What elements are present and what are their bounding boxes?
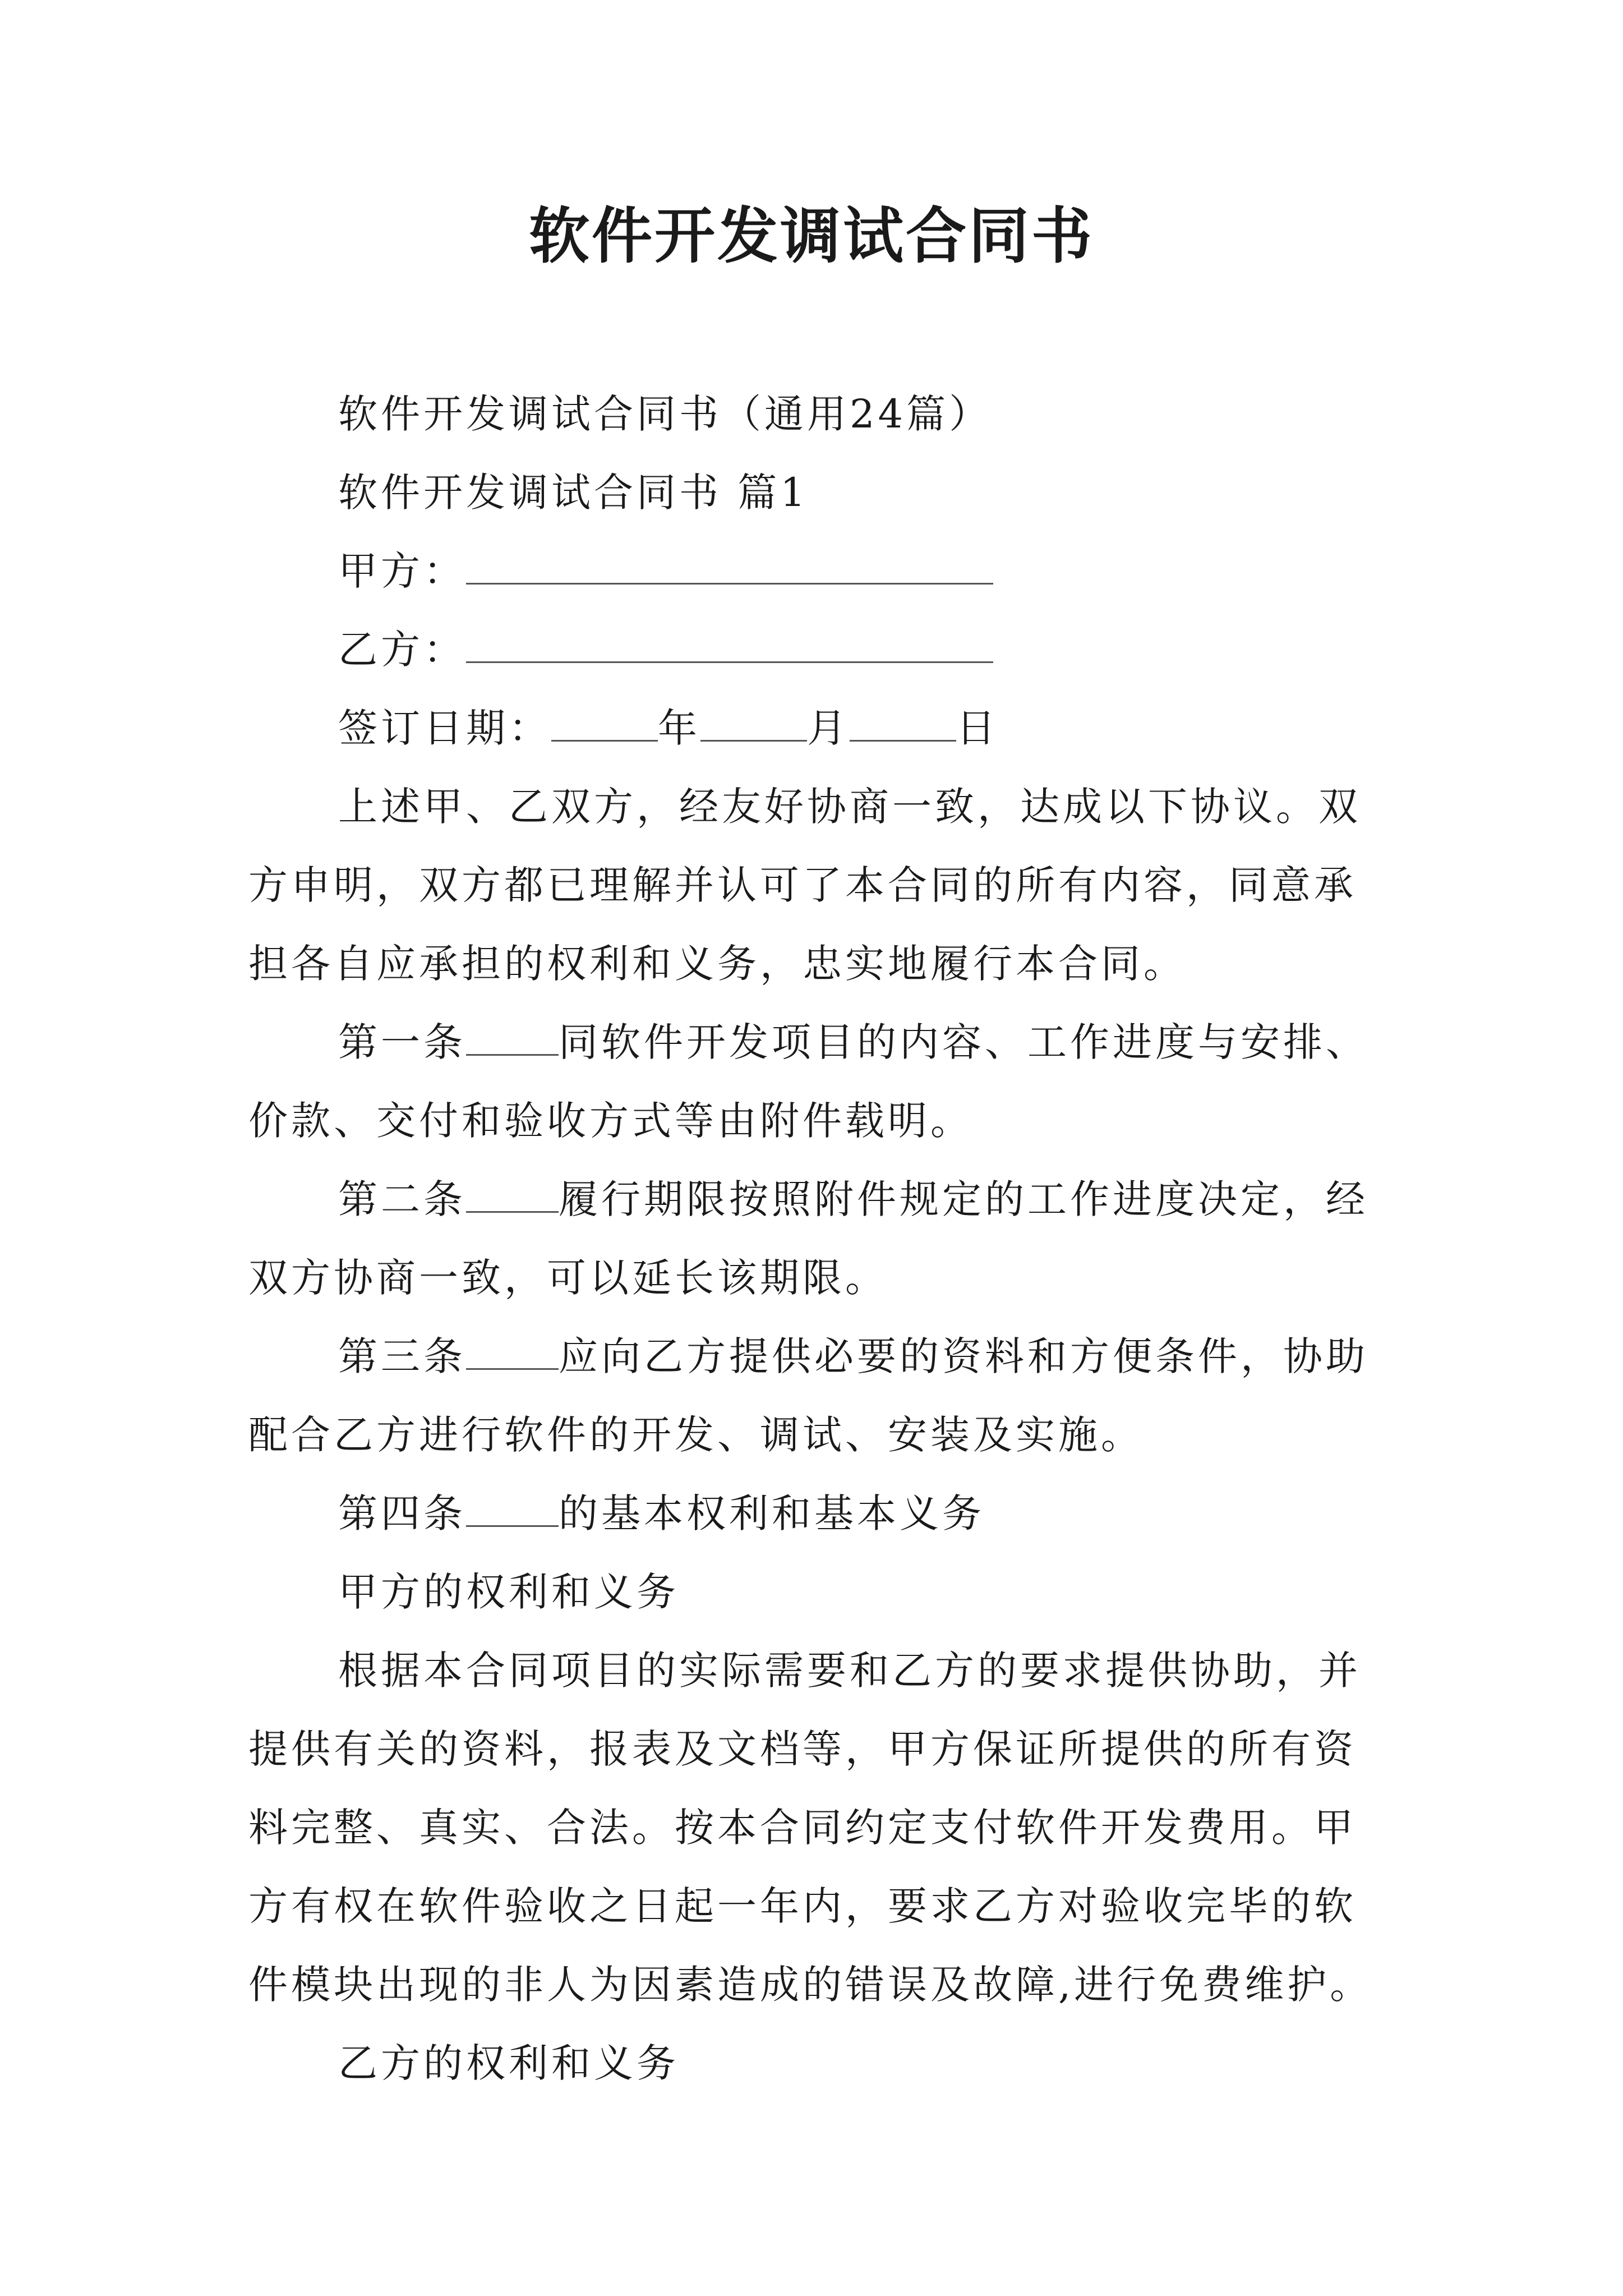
- article-4-head: 第四条: [338, 1490, 466, 1536]
- article-1-text: 同软件开发项目的内容、工作进度与安排、: [559, 1019, 1368, 1065]
- party-b-label: 乙方：: [338, 627, 466, 673]
- paragraph-line: 配合乙方进行软件的开发、调试、安装及实施。: [248, 1412, 1144, 1458]
- day-label: 日: [956, 705, 999, 751]
- document-subtitle: 软件开发调试合同书（通用24篇）: [338, 391, 992, 437]
- paragraph-line: 担各自应承担的权利和义务，忠实地履行本合同。: [248, 941, 1186, 987]
- article-1-head: 第一条: [338, 1019, 466, 1065]
- paragraph-line: 件模块出现的非人为因素造成的错误及故障,进行免费维护。: [248, 1962, 1373, 2008]
- party-a-rights-heading: 甲方的权利和义务: [338, 1569, 679, 1615]
- paragraph-line: 方有权在软件验收之日起一年内，要求乙方对验收完毕的软: [248, 1883, 1357, 1929]
- party-a-blank: [466, 548, 993, 585]
- paragraph-line: 根据本合同项目的实际需要和乙方的要求提供协助，并: [338, 1648, 1361, 1694]
- paragraph-line: 料完整、真实、合法。按本合同约定支付软件开发费用。甲: [248, 1805, 1357, 1851]
- article-3-text: 应向乙方提供必要的资料和方便条件，协助: [559, 1333, 1368, 1379]
- article-4-blank: [466, 1490, 559, 1527]
- month-blank: [700, 705, 807, 742]
- month-label: 月: [807, 705, 850, 751]
- document-title: 软件开发调试合同书: [528, 201, 1094, 272]
- party-b-blank: [466, 627, 993, 663]
- paragraph-line: 双方协商一致，可以延长该期限。: [248, 1255, 888, 1301]
- article-2-blank: [466, 1176, 559, 1213]
- article-4-line: [338, 1485, 985, 1542]
- article-3-blank: [466, 1333, 559, 1370]
- section-heading: 软件开发调试合同书 篇1: [338, 470, 809, 516]
- article-2-text: 履行期限按照附件规定的工作进度决定，经: [559, 1176, 1368, 1222]
- article-1-line: [338, 1014, 1368, 1070]
- article-3-line: [338, 1328, 1368, 1384]
- year-label: 年: [658, 705, 700, 751]
- sign-date-label: 签订日期：: [338, 705, 551, 751]
- party-b-line: [338, 622, 993, 678]
- party-b-rights-heading: 乙方的权利和义务: [338, 2040, 679, 2086]
- paragraph-line: 提供有关的资料，报表及文档等，甲方保证所提供的所有资: [248, 1726, 1357, 1772]
- article-1-blank: [466, 1019, 559, 1056]
- article-3-head: 第三条: [338, 1333, 466, 1379]
- article-2-head: 第二条: [338, 1176, 466, 1222]
- article-2-line: [338, 1171, 1368, 1227]
- day-blank: [850, 705, 956, 742]
- article-4-text: 的基本权利和基本义务: [559, 1490, 985, 1536]
- paragraph-line: 方申明，双方都已理解并认可了本合同的所有内容，同意承: [248, 862, 1357, 908]
- paragraph-line: 上述甲、乙双方，经友好协商一致，达成以下协议。双: [338, 784, 1361, 830]
- party-a-label: 甲方：: [338, 548, 466, 594]
- sign-date-line: [338, 700, 999, 756]
- paragraph-line: 价款、交付和验收方式等由附件载明。: [248, 1098, 973, 1144]
- year-blank: [551, 705, 658, 742]
- party-a-line: [338, 543, 993, 599]
